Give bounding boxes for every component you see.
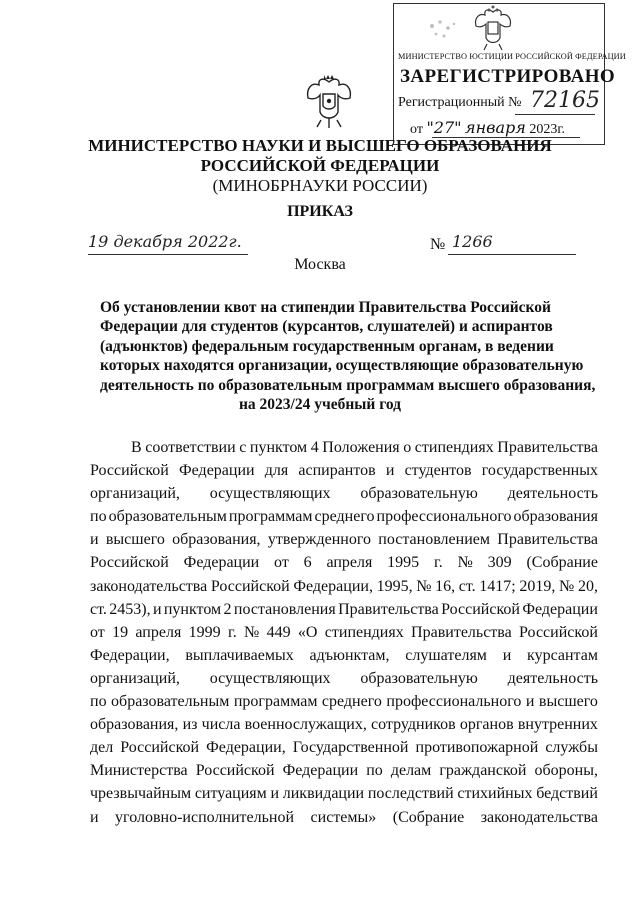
body-line: Российской Федерации для аспирантов и студентов государственных: [90, 462, 598, 480]
body-line: дел Российской Федерации, Государственной противопожарной службы: [90, 739, 598, 757]
body-line: и уголовно-исполнительной системы» (Собрание законодательства: [90, 808, 598, 826]
stamp-ministry-name: МИНИСТЕРСТВО ЮСТИЦИИ РОССИЙСКОЙ ФЕДЕРАЦИИ: [398, 52, 626, 61]
stamp-registered-label: ЗАРЕГИСТРИРОВАНО: [400, 66, 616, 87]
order-number: 1266: [452, 232, 493, 251]
body-line: законодательства Российской Федерации, 1995, № 16, ст. 1417; 2019, № 20,: [90, 577, 598, 595]
document-title: [100, 298, 596, 414]
ministry-short-name: (МИНОБРНАУКИ РОССИИ): [212, 176, 428, 195]
order-date: 19 декабря 2022г.: [88, 232, 242, 251]
title-line: деятельность по образовательным программам высшего образования,: [100, 376, 596, 394]
body-line: организаций, осуществляющих образовательную деятельность: [90, 485, 598, 503]
stamp-date-year: 2023г.: [529, 122, 566, 137]
document-body: [90, 436, 598, 829]
body-line: В соответствии с пунктом 4 Положения о стипендиях Правительства: [131, 439, 598, 456]
body-line: ст. 2453), и пунктом 2 постановления Правительства Российской Федерации: [90, 600, 598, 618]
order-number-label: №: [430, 236, 446, 253]
document-type: ПРИКАЗ: [287, 203, 353, 220]
title-line: (адъюнктов) федеральным государственным органам, в ведении: [100, 337, 554, 355]
title-line: Федерации для студентов (курсантов, слушателей) и аспирантов: [100, 318, 553, 336]
body-line: от 19 апреля 1999 г. № 449 «О стипендиях Правительства Российской: [90, 623, 598, 641]
body-line: Российской Федерации от 6 апреля 1995 г. № 309 (Собрание: [90, 554, 598, 572]
order-date-underline: [88, 254, 248, 255]
body-line: Федерации, выплачиваемых адъюнктам, слушателям и курсантам: [90, 646, 598, 664]
title-line: которых находятся организации, осуществляющие образовательную: [100, 357, 584, 375]
order-number-underline: [448, 254, 576, 255]
city: Москва: [294, 256, 346, 273]
body-line: по образовательным программам среднего профессионального образования: [90, 508, 598, 526]
body-line: Министерства Российской Федерации по делам гражданской обороны,: [90, 762, 598, 780]
ministry-name-line2: РОССИЙСКОЙ ФЕДЕРАЦИИ: [200, 156, 440, 175]
stamp-number-underline: [515, 114, 595, 115]
body-line: и высшего образования, утвержденного постановлением Правительства: [90, 531, 598, 549]
stamp-registration-number: 72165: [530, 88, 600, 113]
title-line: на 2023/24 учебный год: [239, 396, 401, 414]
stamp-registration-number-label: Регистрационный №: [398, 95, 522, 110]
stamp-eagle-emblem-icon: [470, 4, 516, 54]
body-line: организаций, осуществляющих образовательную деятельность: [90, 669, 598, 687]
ministry-name-line1: МИНИСТЕРСТВО НАУКИ И ВЫСШЕГО ОБРАЗОВАНИЯ: [88, 136, 552, 155]
stamp-date-month: января: [465, 118, 526, 137]
stamp-date-day: "27": [426, 118, 462, 137]
stamp-registration-date: [410, 118, 565, 138]
stamp-date-prefix: от: [410, 122, 423, 137]
body-line: образования, из числа военнослужащих, сотрудников органов внутренних: [90, 716, 598, 734]
title-line: Об установлении квот на стипендии Правительства Российской: [100, 299, 551, 316]
body-line: по образовательным программам среднего профессионального и высшего: [90, 693, 598, 711]
coat-of-arms-icon: [303, 72, 355, 130]
body-line: чрезвычайным ситуациям и ликвидации последствий стихийных бедствий: [90, 785, 598, 803]
